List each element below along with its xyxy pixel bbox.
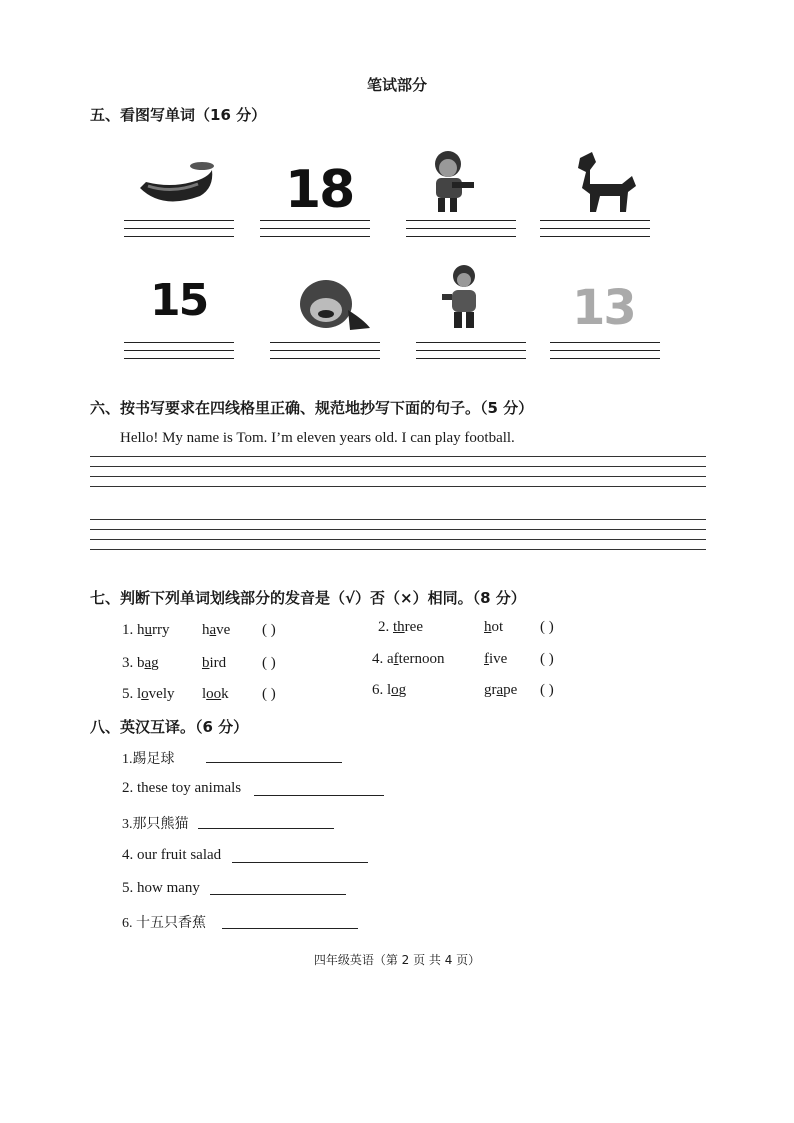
girl-picture [420,262,510,332]
number-13-picture: 13 [572,280,635,336]
phonics-item-3: 3. bag [122,655,159,671]
page-title: 笔试部分 [366,76,427,94]
answer-lines-3[interactable] [406,220,516,246]
phonics-item-2: 2. three [378,619,423,635]
answer-lines-5[interactable] [124,342,234,368]
section-8-heading: 八、英汉互译。（6 分） [90,718,249,736]
horse-picture [560,148,650,218]
answer-paren-4[interactable]: ( ) [540,651,554,667]
phonics-item-1-compare: have [202,622,231,638]
section-6-heading: 六、按书写要求在四线格里正确、规范地抄写下面的句子。（5 分） [90,399,534,417]
translate-blank-6[interactable] [222,914,358,929]
translate-blank-1[interactable] [206,748,342,763]
number-18-picture: 18 [285,160,354,220]
translate-blank-5[interactable] [210,880,346,895]
translate-blank-2[interactable] [254,781,384,796]
number-15-picture: 15 [150,275,208,326]
phonics-item-5-compare: look [202,686,229,702]
section-7-heading: 七、判断下列单词划线部分的发音是（√）否（×）相同。（8 分） [90,589,526,607]
translate-blank-4[interactable] [232,848,368,863]
answer-lines-1[interactable] [124,220,234,246]
phonics-item-4-compare: five [484,651,508,667]
translate-blank-3[interactable] [198,814,334,829]
phonics-item-3-compare: bird [202,655,227,671]
section-5-heading: 五、看图写单词（16 分） [90,106,267,124]
phonics-item-6-compare: grape [484,682,518,698]
crying-boy-picture [290,270,380,340]
translate-item-3: 3.那只熊猫 [122,817,189,832]
translate-item-5: 5. how many [122,880,200,896]
answer-paren-1[interactable]: ( ) [262,622,276,638]
translate-item-6: 6. 十五只香蕉 [122,916,206,931]
four-line-grid-2[interactable] [90,519,706,559]
page-footer: 四年级英语（第 2 页 共 4 页） [313,953,481,967]
translate-item-4: 4. our fruit salad [122,847,222,863]
phonics-item-6: 6. log [372,682,407,698]
answer-paren-2[interactable]: ( ) [540,619,554,635]
four-line-grid-1[interactable] [90,456,706,496]
phonics-item-5: 5. lovely [122,686,175,702]
translate-item-1: 1.踢足球 [122,752,175,767]
answer-lines-2[interactable] [260,220,370,246]
answer-lines-7[interactable] [416,342,526,368]
phonics-item-1: 1. hurry [122,622,170,638]
phonics-item-2-compare: hot [484,619,504,635]
answer-paren-3[interactable]: ( ) [262,655,276,671]
translate-item-2: 2. these toy animals [122,780,242,796]
answer-lines-8[interactable] [550,342,660,368]
boy-picture [412,148,502,218]
copy-sentence: Hello! My name is Tom. I’m eleven years old. I can play football. [120,430,515,446]
answer-paren-6[interactable]: ( ) [540,682,554,698]
answer-lines-6[interactable] [270,342,380,368]
answer-paren-5[interactable]: ( ) [262,686,276,702]
banana-picture [132,148,222,218]
phonics-item-4: 4. afternoon [372,651,445,667]
answer-lines-4[interactable] [540,220,650,246]
